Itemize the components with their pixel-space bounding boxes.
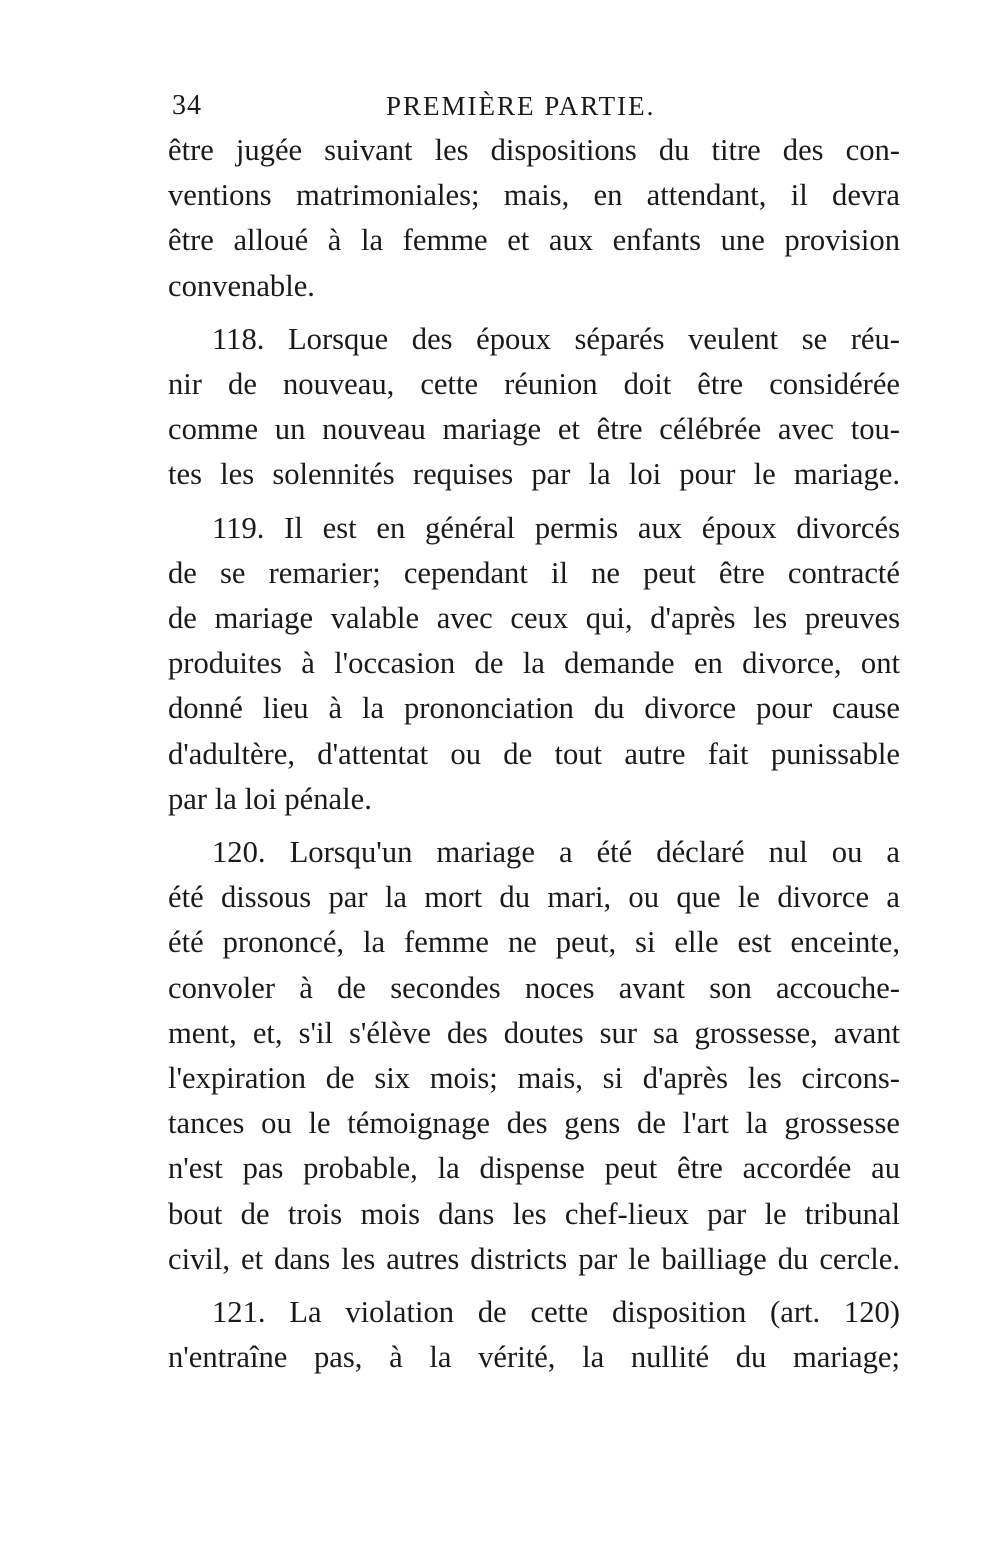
text-line: l'expiration de six mois; mais, si d'après les circons- xyxy=(168,1061,900,1096)
text-line: de se remarier; cependant il ne peut être contracté xyxy=(168,555,900,590)
text-line: bout de trois mois dans les chef-lieux par le tribunal xyxy=(168,1196,900,1231)
article-119 xyxy=(168,506,900,822)
text-line: nir de nouveau, cette réunion doit être considérée xyxy=(168,367,900,402)
text-line: été dissous par la mort du mari, ou que le divorce a xyxy=(168,880,900,915)
text-line: n'entraîne pas, à la vérité, la nullité du mariage; xyxy=(168,1340,900,1375)
book-page xyxy=(168,84,900,1380)
text-line: été prononcé, la femme ne peut, si elle est enceinte, xyxy=(168,925,900,960)
page-number: 34 xyxy=(172,90,202,121)
text-line: 121. La violation de cette disposition (art. 120) xyxy=(212,1295,900,1330)
text-line: tances ou le témoignage des gens de l'art la grossesse xyxy=(168,1106,900,1141)
text-line: ment, et, s'il s'élève des doutes sur sa grossesse, avant xyxy=(168,1015,900,1050)
text-line: de mariage valable avec ceux qui, d'après les preuves xyxy=(168,601,900,636)
text-line: tes les solennités requises par la loi pour le mariage. xyxy=(168,457,900,492)
text-line: donné lieu à la prononciation du divorce pour cause xyxy=(168,691,900,726)
text-line: n'est pas probable, la dispense peut être accordée au xyxy=(168,1151,900,1186)
text-line: convoler à de secondes noces avant son accouche- xyxy=(168,970,900,1005)
section-title: PREMIÈRE PARTIE. xyxy=(386,91,656,121)
text-line: 118. Lorsque des époux séparés veulent se réu- xyxy=(212,321,900,356)
text-line: être alloué à la femme et aux enfants une provision xyxy=(168,223,900,258)
running-head xyxy=(168,84,900,128)
text-line: comme un nouveau mariage et être célébrée avec tou- xyxy=(168,412,900,447)
text-line: d'adultère, d'attentat ou de tout autre fait punissable xyxy=(168,736,900,771)
text-line: convenable. xyxy=(168,268,315,303)
article-118 xyxy=(168,317,900,498)
text-line: 119. Il est en général permis aux époux divorcés xyxy=(212,510,900,545)
paragraph-continuation xyxy=(168,128,900,309)
article-120 xyxy=(168,830,900,1282)
text-line: civil, et dans les autres districts par le bailliage du cercle. xyxy=(168,1241,900,1276)
text-line: par la loi pénale. xyxy=(168,781,372,816)
text-line: produites à l'occasion de la demande en divorce, ont xyxy=(168,646,900,681)
text-line: 120. Lorsqu'un mariage a été déclaré nul ou a xyxy=(212,835,900,870)
article-121 xyxy=(168,1290,900,1380)
text-line: être jugée suivant les dispositions du titre des con- xyxy=(168,133,900,167)
text-line: ventions matrimoniales; mais, en attendant, il devra xyxy=(168,178,900,213)
